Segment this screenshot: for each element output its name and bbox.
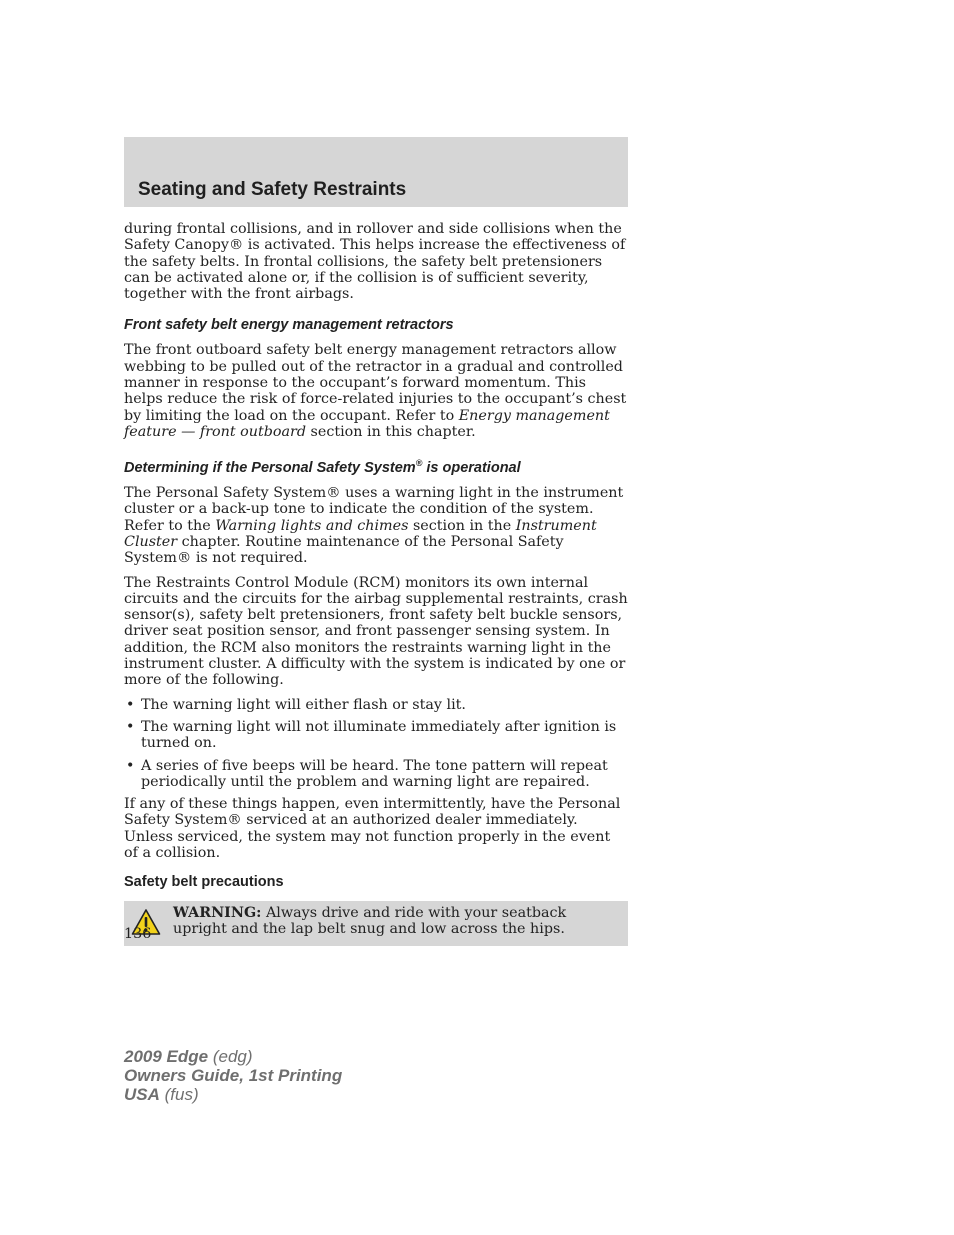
document-footer	[124, 1047, 342, 1104]
pss-paragraph-3: If any of these things happen, even intermittently, have the Personal Safety System® serviced at an authorized dealer immediately. Unless serviced, the system may not function properly in the event of a collision.	[124, 796, 621, 862]
instrument-cluster-reference: Instrument Cluster	[124, 517, 597, 550]
warning-label: WARNING:	[173, 904, 262, 921]
page-content	[124, 221, 628, 946]
footer-line-1: 2009 Edge (edg)	[124, 1047, 253, 1066]
pss-paragraph-2: The Restraints Control Module (RCM) monitors its own internal circuits and the circuits for the airbag supplemental restraints, crash sensor(s), safety belt pretensioners, front safety belt buckle sensors, driver seat position sensor, and front passenger sensing system. In addition, the RCM also monitors the restraints warning light in the instrument cluster. A difficulty with the system is indicated by one or more of the following.	[124, 574, 628, 689]
retractors-paragraph: The front outboard safety belt energy management retractors allow webbing to be pulled out of the retractor in a gradual and controlled manner in response to the occupant’s forward momentum. This helps reduce the risk of force-related injuries to the occupant’s chest by limiting the load on the occupant. Refer to Energy management feature — front outboard section in this chapter.	[124, 342, 627, 440]
list-item: • The warning light will either flash or stay lit.	[124, 697, 628, 713]
list-item: • A series of five beeps will be heard. The tone pattern will repeat periodically until the problem and warning light are repaired.	[124, 758, 628, 791]
section-title: Seating and Safety Restraints	[138, 179, 407, 200]
personal-safety-system-heading: Determining if the Personal Safety System® is operational	[124, 458, 521, 477]
energy-management-reference: Energy management feature — front outboard	[124, 407, 610, 440]
warning-box	[124, 901, 628, 946]
list-item: • The warning light will not illuminate immediately after ignition is turned on.	[124, 719, 628, 752]
page-number: 136	[124, 926, 152, 942]
footer-line-2: Owners Guide, 1st Printing	[124, 1066, 343, 1085]
section-header-band	[124, 137, 628, 207]
intro-paragraph: during frontal collisions, and in rollover and side collisions when the Safety Canopy® is activated. This helps increase the effectiveness of the safety belts. In frontal collisions, the safety belt pretensioners can be activated alone or, if the collision is of sufficient severity, together with the front airbags.	[124, 221, 626, 303]
warning-text: WARNING: Always drive and ride with your seatback upright and the lap belt snug and low across the hips.	[173, 904, 567, 937]
footer-line-3: USA (fus)	[124, 1085, 199, 1104]
retractors-heading: Front safety belt energy management retractors	[124, 317, 454, 334]
pss-paragraph-1: The Personal Safety System® uses a warning light in the instrument cluster or a back-up tone to indicate the condition of the system. Refer to the Warning lights and chimes section in the Instrument Cluster chapter. Routine maintenance of the Personal Safety System® is not required.	[124, 485, 624, 567]
precautions-heading: Safety belt precautions	[124, 874, 284, 891]
warning-lights-reference: Warning lights and chimes	[215, 517, 409, 534]
symptom-list	[124, 697, 628, 790]
